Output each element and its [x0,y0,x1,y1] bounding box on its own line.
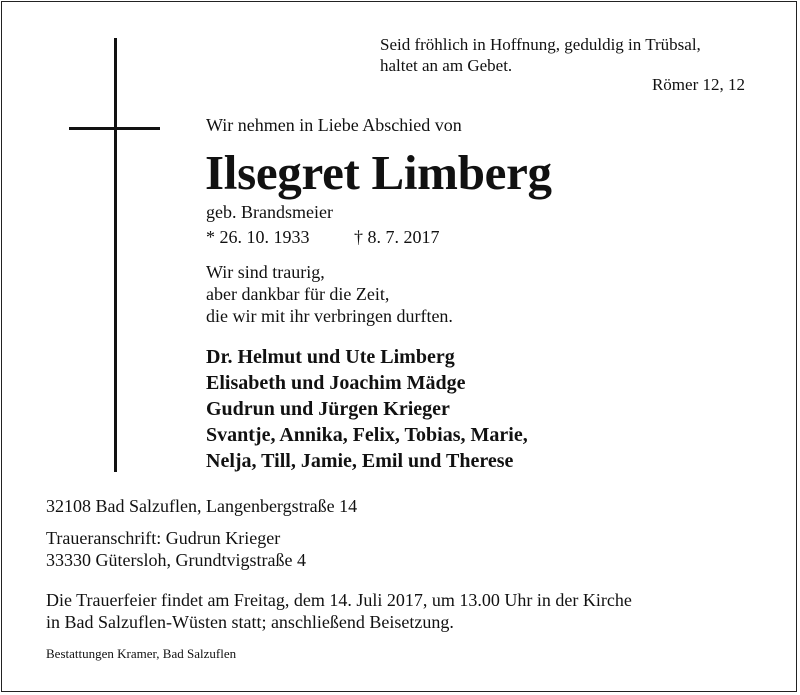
ceremony-line: Die Trauerfeier findet am Freitag, dem 14. Juli 2017, um 13.00 Uhr in der Kirche [46,590,632,610]
cross-vertical-bar [114,38,117,472]
mourning-address [46,527,306,571]
mourner-line: Elisabeth und Joachim Mädge [206,372,466,394]
mourner-line: Gudrun und Jürgen Krieger [206,398,450,420]
ceremony-notice [46,589,776,633]
verse-reference: Römer 12, 12 [651,75,745,94]
death-date: † 8. 7. 2017 [354,227,440,247]
farewell-intro: Wir nehmen in Liebe Abschied von [206,115,462,135]
mourner-line: Nelja, Till, Jamie, Emil und Therese [206,450,514,472]
quote-line: Wir sind traurig, [206,262,325,282]
birth-name: geb. Brandsmeier [206,202,333,222]
verse-line: haltet an am Gebet. [380,56,513,75]
undertaker-credit: Bestattungen Kramer, Bad Salzuflen [46,646,237,661]
quote-line: aber dankbar für die Zeit, [206,284,390,304]
mourner-line: Svantje, Annika, Felix, Tobias, Marie, [206,424,528,446]
deceased-name: Ilsegret Limberg [205,145,552,200]
quote-line: die wir mit ihr verbringen durften. [206,306,453,326]
bible-verse [380,34,750,76]
mourning-address-line: Traueranschrift: Gudrun Krieger [46,528,281,548]
memorial-quote [206,261,453,327]
ceremony-line: in Bad Salzuflen-Wüsten statt; anschließend Beisetzung. [46,612,454,632]
mourning-address-line: 33330 Gütersloh, Grundtvigstraße 4 [46,550,306,570]
verse-line: Seid fröhlich in Hoffnung, geduldig in Trübsal, [380,35,701,54]
mourners-list [206,344,528,474]
cross-horizontal-bar [69,127,160,130]
mourner-line: Dr. Helmut und Ute Limberg [206,346,455,368]
family-address: 32108 Bad Salzuflen, Langenbergstraße 14 [46,496,358,516]
birth-date: * 26. 10. 1933 [206,227,310,247]
